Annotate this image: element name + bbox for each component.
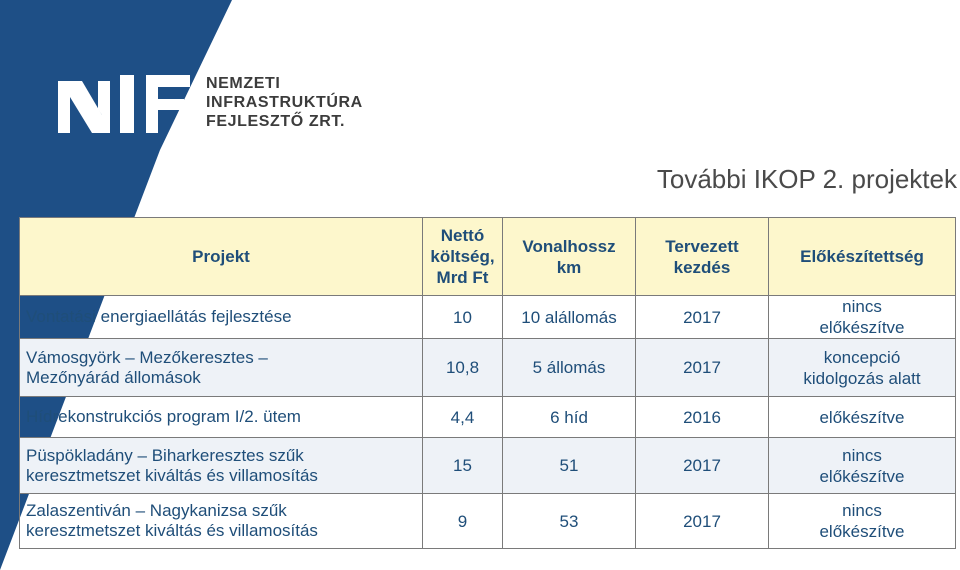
cell-status-line: kidolgozás alatt — [803, 368, 921, 388]
cell-cost: 10 — [423, 296, 503, 339]
table-row — [20, 339, 956, 397]
header-project: Projekt — [20, 218, 423, 296]
table-row — [20, 494, 956, 549]
cell-status — [769, 296, 956, 339]
cell-status-line: előkészítve — [819, 522, 905, 541]
header-cost-line: költség, — [430, 247, 495, 266]
cell-project — [20, 494, 423, 549]
table-row — [20, 397, 956, 438]
cell-project-line: Hídrekonstrukciós program I/2. ütem — [26, 407, 301, 426]
header-length-line: Vonalhossz — [522, 236, 616, 256]
cell-status-line: nincs — [842, 445, 882, 465]
cell-cost: 10,8 — [423, 339, 503, 397]
cell-status — [769, 494, 956, 549]
cell-length: 51 — [503, 438, 636, 494]
logo-line-1: NEMZETI — [206, 75, 281, 92]
cell-cost: 9 — [423, 494, 503, 549]
logo-line-3: FEJLESZTŐ ZRT. — [206, 113, 346, 130]
cell-status-line: előkészítve — [819, 466, 905, 486]
cell-status-line: nincs — [842, 501, 882, 520]
table-header-row — [20, 218, 956, 296]
header-cost — [423, 218, 503, 296]
cell-project-line: keresztmetszet kiváltás és villamosítás — [26, 465, 318, 485]
company-logo-text — [206, 74, 363, 131]
header-cost-line: Nettó — [440, 226, 485, 245]
cell-project-line: Zalaszentiván – Nagykanizsa szűk — [26, 501, 287, 520]
cell-length: 5 állomás — [503, 339, 636, 397]
cell-project-line: Vámosgyörk – Mezőkeresztes – — [26, 347, 268, 367]
page-title: További IKOP 2. projektek — [656, 164, 957, 194]
cell-status-line: előkészítve — [819, 407, 905, 427]
table-row — [20, 438, 956, 494]
cell-project-line: Vontatási energiaellátás fejlesztése — [26, 307, 292, 326]
cell-cost: 15 — [423, 438, 503, 494]
header-start-line: Tervezett — [665, 236, 739, 256]
header-status: Előkészítettség — [769, 218, 956, 296]
table-row — [20, 296, 956, 339]
cell-start: 2017 — [636, 494, 769, 549]
cell-start: 2017 — [636, 339, 769, 397]
cell-project — [20, 438, 423, 494]
cell-project — [20, 397, 423, 438]
cell-project — [20, 296, 423, 339]
nif-logo-icon — [58, 75, 190, 133]
cell-project-line: keresztmetszet kiváltás és villamosítás — [26, 521, 318, 540]
cell-length: 53 — [503, 494, 636, 549]
cell-start: 2016 — [636, 397, 769, 438]
cell-status — [769, 438, 956, 494]
cell-length: 6 híd — [503, 397, 636, 438]
header-cost-line: Mrd Ft — [436, 268, 489, 287]
header-length-line: km — [556, 257, 582, 277]
logo-line-2: INFRASTRUKTÚRA — [206, 94, 363, 111]
header-start — [636, 218, 769, 296]
header-length — [503, 218, 636, 296]
cell-project-line: Mezőnyárád állomások — [26, 367, 201, 387]
projects-table — [19, 217, 956, 549]
cell-start: 2017 — [636, 438, 769, 494]
cell-status — [769, 397, 956, 438]
cell-status-line: koncepció — [823, 347, 901, 367]
cell-start: 2017 — [636, 296, 769, 339]
cell-status — [769, 339, 956, 397]
header-start-line: kezdés — [673, 257, 731, 277]
cell-length: 10 alállomás — [503, 296, 636, 339]
cell-cost: 4,4 — [423, 397, 503, 438]
cell-project-line: Püspökladány – Biharkeresztes szűk — [26, 445, 304, 465]
cell-status-line: nincs — [842, 297, 882, 316]
cell-status-line: előkészítve — [819, 318, 905, 337]
cell-project — [20, 339, 423, 397]
